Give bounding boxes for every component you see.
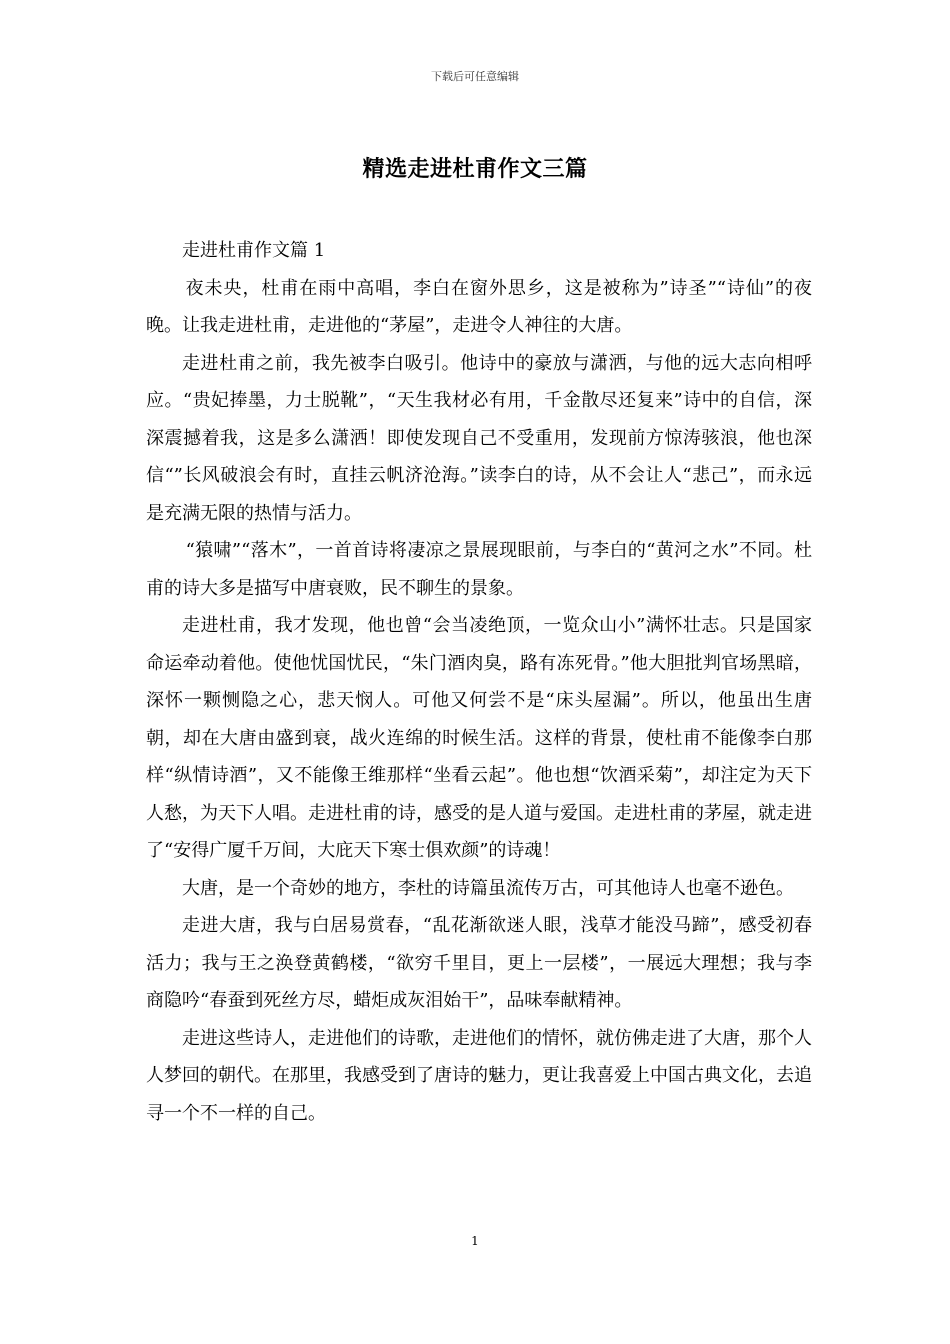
paragraph-7: 走进这些诗人，走进他们的诗歌，走进他们的情怀，就仿佛走进了大唐，那个人人梦回的朝代。在那里，我感受到了唐诗的魅力，更让我喜爱上中国古典文化，去追寻一个不一样的自己。	[146, 1027, 812, 1124]
paragraph-3: “猿啸”“落木”，一首首诗将凄凉之景展现眼前，与李白的“黄河之水”不同。杜甫的诗大多是描写中唐衰败，民不聊生的景象。	[146, 540, 812, 599]
document-title: 精选走进杜甫作文三篇	[362, 156, 588, 182]
document-body	[146, 232, 812, 1132]
paragraph-2: 走进杜甫之前，我先被李白吸引。他诗中的豪放与潇洒，与他的远大志向相呼应。“贵妃捧墨，力士脱靴”，“天生我材必有用，千金散尽还复来”诗中的自信，深深震撼着我，这是多么潇洒！即使发现自己不受重用，发现前方惊涛骇浪，他也深信“”长风破浪会有时，直挂云帆济沧海。”读李白的诗，从不会让人“悲己”，而永远是充满无限的热情与活力。	[146, 352, 812, 524]
header-note: 下载后可任意编辑	[431, 70, 519, 83]
paragraph-1: 夜未央，杜甫在雨中高唱，李白在窗外思乡，这是被称为”诗圣”“诗仙”的夜晚。让我走进杜甫，走进他的“茅屋”，走进令人神往的大唐。	[146, 277, 812, 336]
section-heading: 走进杜甫作文篇 1	[182, 240, 326, 261]
paragraph-6: 走进大唐，我与白居易赏春，“乱花渐欲迷人眼，浅草才能没马蹄”，感受初春活力；我与王之涣登黄鹤楼，“欲穷千里目，更上一层楼”，一展远大理想；我与李商隐吟“春蚕到死丝方尽，蜡炬成灰泪始干”，品味奉献精神。	[146, 915, 812, 1011]
page-number: 1	[471, 1234, 479, 1248]
paragraph-4: 走进杜甫，我才发现，他也曾“会当凌绝顶，一览众山小”满怀壮志。只是国家命运牵动着他。使他忧国忧民，“朱门酒肉臭，路有冻死骨。”他大胆批判官场黑暗，深怀一颗恻隐之心，悲天悯人。可他又何尝不是“床头屋漏”。所以，他虽出生唐朝，却在大唐由盛到衰，战火连绵的时候生活。这样的背景，使杜甫不能像李白那样“纵情诗酒”，又不能像王维那样“坐看云起”。他也想“饮酒采菊”，却注定为天下人愁，为天下人唱。走进杜甫的诗，感受的是人道与爱国。走进杜甫的茅屋，就走进了“安得广厦千万间，大庇天下寒士俱欢颜”的诗魂！	[146, 615, 812, 861]
paragraph-5: 大唐，是一个奇妙的地方，李杜的诗篇虽流传万古，可其他诗人也毫不逊色。	[182, 877, 794, 899]
